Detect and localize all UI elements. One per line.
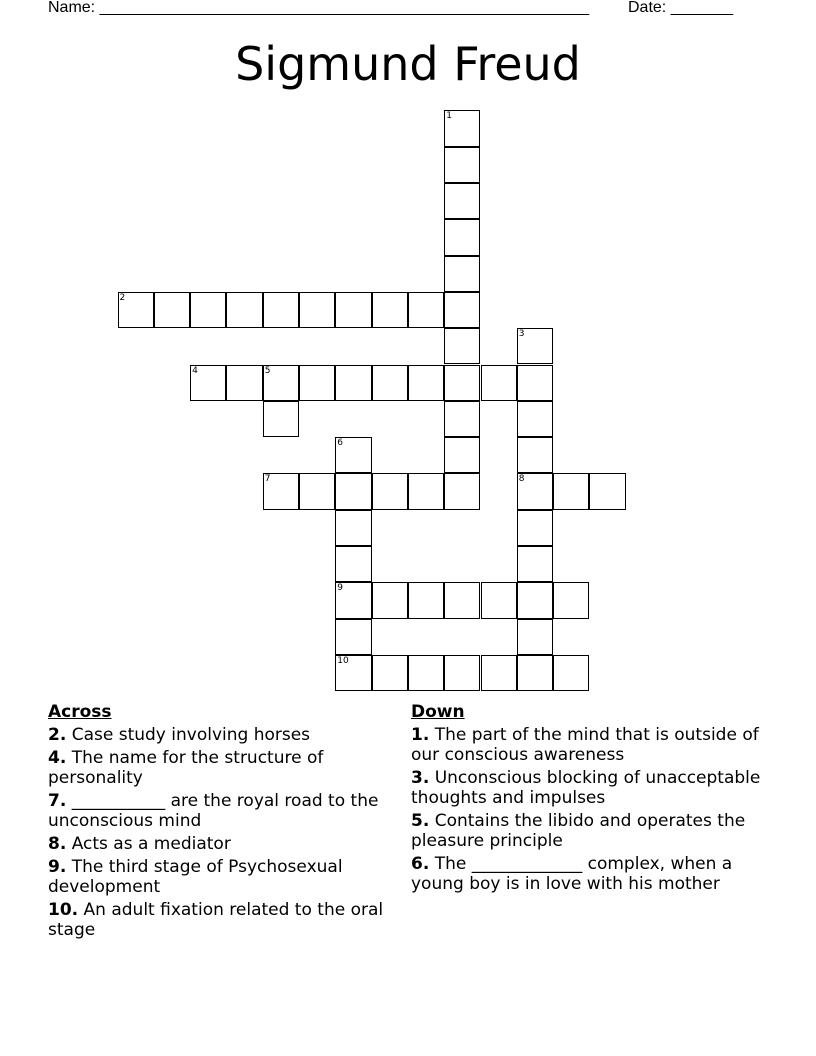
crossword-cell[interactable] — [408, 582, 444, 618]
clue-number: 1. — [411, 725, 430, 745]
crossword-cell[interactable] — [408, 473, 444, 509]
clue-number: 10. — [48, 900, 79, 920]
clue-down-3 — [411, 768, 771, 808]
clue-number: 2. — [48, 725, 67, 745]
crossword-cell[interactable] — [226, 365, 262, 401]
clue-text: The name for the structure of personality — [48, 748, 324, 788]
cell-number: 7 — [264, 474, 271, 485]
crossword-cell[interactable] — [408, 655, 444, 691]
crossword-cell[interactable] — [444, 655, 480, 691]
crossword-cell[interactable] — [444, 147, 480, 183]
crossword-cell-3[interactable] — [517, 328, 553, 364]
crossword-cell[interactable] — [553, 582, 589, 618]
crossword-cell[interactable] — [408, 365, 444, 401]
cell-number: 1 — [446, 111, 452, 122]
crossword-cell[interactable] — [335, 365, 371, 401]
clue-number: 7. — [48, 791, 67, 811]
clue-number: 8. — [48, 834, 67, 854]
crossword-cell[interactable] — [444, 473, 480, 509]
crossword-cell-5[interactable] — [263, 365, 299, 401]
crossword-cell[interactable] — [263, 292, 299, 328]
clue-text: An adult fixation related to the oral stage — [48, 900, 384, 940]
crossword-cell-8[interactable] — [517, 473, 553, 509]
clue-down-6 — [411, 854, 771, 894]
crossword-cell[interactable] — [408, 292, 444, 328]
clue-text: Acts as a mediator — [71, 834, 231, 854]
crossword-cell[interactable] — [589, 473, 625, 509]
crossword-cell[interactable] — [154, 292, 190, 328]
crossword-cell[interactable] — [444, 292, 480, 328]
crossword-cell-4[interactable] — [190, 365, 226, 401]
crossword-cell[interactable] — [517, 619, 553, 655]
crossword-cell[interactable] — [299, 473, 335, 509]
crossword-cell[interactable] — [517, 655, 553, 691]
clue-text: Case study involving horses — [71, 725, 311, 745]
clue-text: Unconscious blocking of unacceptable thoughts and impulses — [411, 768, 761, 808]
crossword-cell-9[interactable] — [335, 582, 371, 618]
cell-number: 3 — [518, 329, 525, 340]
crossword-cell[interactable] — [444, 582, 480, 618]
crossword-cell[interactable] — [335, 510, 371, 546]
crossword-cell[interactable] — [553, 473, 589, 509]
clue-across-4 — [48, 748, 388, 788]
crossword-cell[interactable] — [372, 655, 408, 691]
crossword-cell[interactable] — [517, 510, 553, 546]
crossword-cell[interactable] — [517, 401, 553, 437]
crossword-cell[interactable] — [263, 401, 299, 437]
crossword-cell[interactable] — [481, 655, 517, 691]
clue-number: 6. — [411, 854, 430, 874]
clue-number: 3. — [411, 768, 430, 788]
crossword-cell[interactable] — [372, 292, 408, 328]
crossword-cell[interactable] — [517, 546, 553, 582]
crossword-cell[interactable] — [299, 365, 335, 401]
crossword-cell[interactable] — [335, 292, 371, 328]
clue-across-2 — [48, 725, 388, 745]
clue-text: The _____________ complex, when a young boy is in love with his mother — [411, 854, 733, 894]
crossword-cell[interactable] — [444, 256, 480, 292]
crossword-cell[interactable] — [553, 655, 589, 691]
date-field-label[interactable]: Date: _______ — [628, 0, 733, 16]
crossword-cell[interactable] — [517, 582, 553, 618]
crossword-cell[interactable] — [299, 292, 335, 328]
cell-number: 4 — [192, 365, 198, 376]
clue-across-8 — [48, 834, 388, 854]
clue-across-7 — [48, 791, 388, 831]
crossword-cell-1[interactable] — [444, 110, 480, 146]
name-field-label[interactable]: Name: _______________________________________________________ — [48, 0, 589, 16]
crossword-cell-10[interactable] — [335, 655, 371, 691]
clue-across-9 — [48, 857, 388, 897]
crossword-cell[interactable] — [444, 437, 480, 473]
crossword-cell[interactable] — [481, 582, 517, 618]
crossword-cell[interactable] — [372, 473, 408, 509]
clue-text: The part of the mind that is outside of our conscious awareness — [411, 725, 759, 765]
across-clues — [48, 702, 388, 943]
cell-number: 6 — [337, 438, 344, 449]
crossword-cell[interactable] — [444, 219, 480, 255]
down-heading: Down — [411, 702, 465, 722]
cell-number: 5 — [264, 365, 271, 376]
crossword-cell[interactable] — [517, 365, 553, 401]
crossword-cell-7[interactable] — [263, 473, 299, 509]
crossword-cell[interactable] — [517, 437, 553, 473]
crossword-cell[interactable] — [226, 292, 262, 328]
cell-number: 9 — [337, 583, 344, 594]
clue-number: 9. — [48, 857, 67, 877]
cell-number: 8 — [518, 474, 525, 485]
crossword-cell[interactable] — [372, 365, 408, 401]
crossword-cell[interactable] — [444, 401, 480, 437]
crossword-cell-6[interactable] — [335, 437, 371, 473]
down-clues — [411, 702, 771, 897]
clue-text: Contains the libido and operates the pleasure principle — [411, 811, 746, 851]
crossword-cell[interactable] — [444, 328, 480, 364]
crossword-cell[interactable] — [335, 619, 371, 655]
clue-text: ___________ are the royal road to the unconscious mind — [48, 791, 379, 831]
clue-down-1 — [411, 725, 771, 765]
crossword-cell[interactable] — [190, 292, 226, 328]
crossword-cell-2[interactable] — [118, 292, 154, 328]
crossword-cell[interactable] — [444, 183, 480, 219]
across-heading: Across — [48, 702, 112, 722]
cell-number: 2 — [119, 292, 126, 303]
crossword-cell[interactable] — [335, 473, 371, 509]
crossword-cell[interactable] — [481, 365, 517, 401]
clue-text: The third stage of Psychosexual development — [48, 857, 343, 897]
crossword-cell[interactable] — [335, 546, 371, 582]
page-title: Sigmund Freud — [235, 37, 581, 91]
clue-number: 4. — [48, 748, 67, 768]
crossword-cell[interactable] — [372, 582, 408, 618]
clue-across-10 — [48, 900, 388, 940]
crossword-cell[interactable] — [444, 365, 480, 401]
clue-down-5 — [411, 811, 771, 851]
cell-number: 10 — [337, 655, 349, 666]
clue-number: 5. — [411, 811, 430, 831]
